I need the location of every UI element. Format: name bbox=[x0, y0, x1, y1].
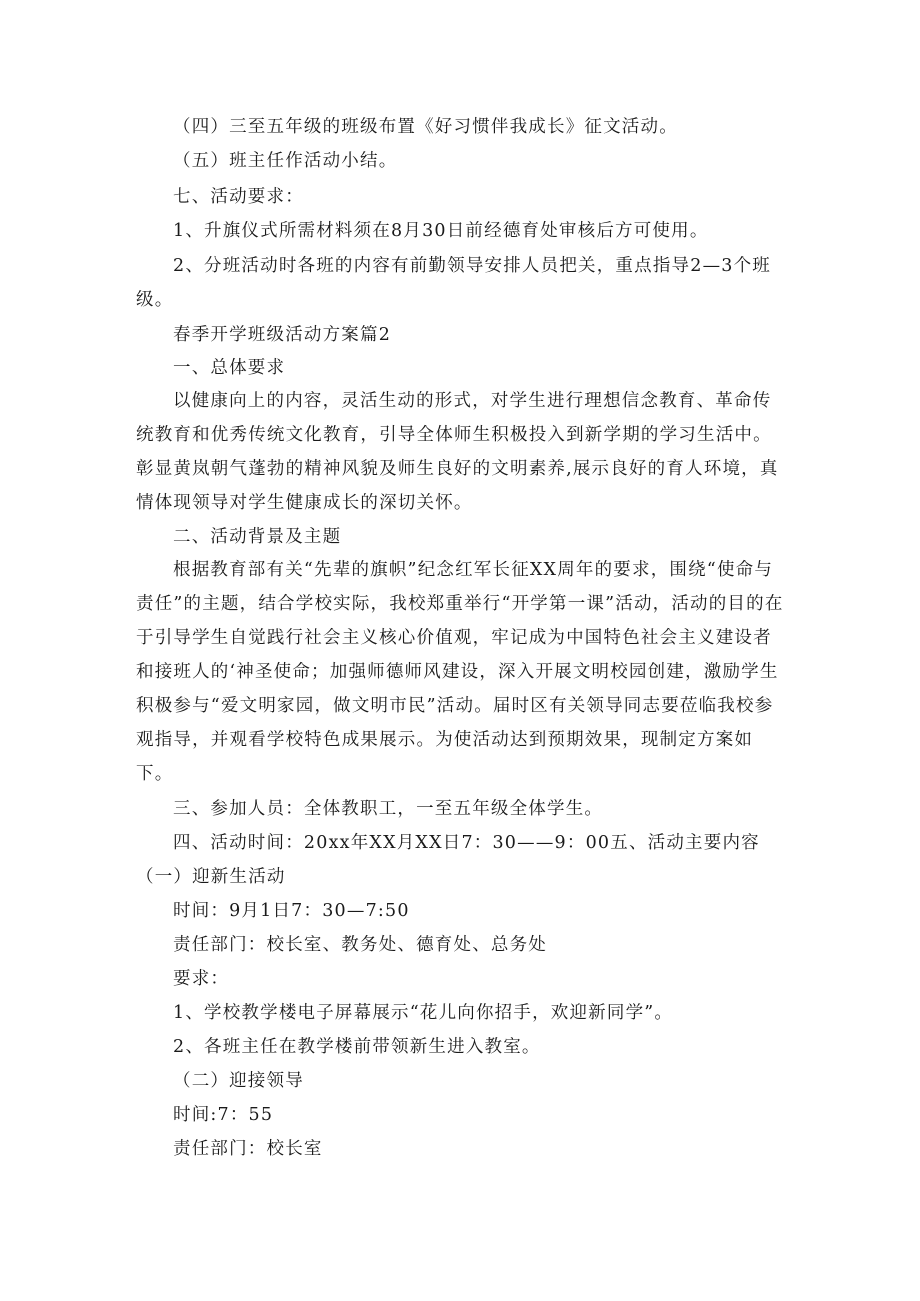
paragraph-requirement-1: 1、升旗仪式所需材料须在8月30日前经德育处审核后方可使用。 bbox=[173, 221, 709, 241]
section-heading-greet-leaders: （二）迎接领导 bbox=[173, 1071, 304, 1091]
paragraph-welcome-requirement-1: 1、学校教学楼电子屏幕展示“花儿向你招手，欢迎新同学”。 bbox=[173, 1003, 674, 1023]
section-title-plan-2: 春季开学班级活动方案篇2 bbox=[173, 325, 392, 345]
paragraph-item-four: （四）三至五年级的班级布置《好习惯伴我成长》征文活动。 bbox=[173, 117, 678, 137]
paragraph-welcome-department: 责任部门：校长室、教务处、德育处、总务处 bbox=[173, 935, 547, 955]
paragraph-welcome-requirement-2: 2、各班主任在教学楼前带领新生进入教室。 bbox=[173, 1037, 541, 1057]
paragraph-greet-department: 责任部门：校长室 bbox=[173, 1139, 323, 1159]
paragraph-background-body: 根据教育部有关“先辈的旗帜”纪念红军长征XX周年的要求，围绕“使命与责任”的主题，结合学校实际，我校郑重举行“开学第一课”活动，活动的目的在于引导学生自觉践行社会主义核心价值观，牢记成为中国特色社会主义建设者和接班人的‘神圣使命；加强师德师风建设，深入开展文明校园创建，激励学生积极参与“爱文明家园，做文明市民”活动。届时区有关领导同志要莅临我校参观指导，并观看学校特色成果展示。为使活动达到预期效果，现制定方案如下。 bbox=[136, 560, 784, 784]
paragraph-activity-time: 四、活动时间：20xx年XX月XX日7：30——9：00五、活动主要内容（一）迎新生活动 bbox=[136, 833, 760, 887]
paragraph-welcome-requirements-label: 要求： bbox=[173, 969, 230, 989]
paragraph-overall-body: 以健康向上的内容，灵活生动的形式，对学生进行理想信念教育、革命传统教育和优秀传统文化教育，引导全体师生积极投入到新学期的学习生活中。彰显黄岚朝气蓬勃的精神风貌及师生良好的文明素养,展示良好的育人环境，真情体现领导对学生健康成长的深切关怀。 bbox=[136, 391, 779, 513]
paragraph-participants: 三、参加人员：全体教职工，一至五年级全体学生。 bbox=[173, 799, 604, 819]
section-heading-requirements: 七、活动要求： bbox=[173, 187, 304, 207]
paragraph-welcome-time: 时间：9月1日7：30—7:50 bbox=[173, 901, 410, 921]
section-heading-overall: 一、总体要求 bbox=[173, 358, 286, 378]
section-heading-background: 二、活动背景及主题 bbox=[173, 527, 342, 547]
paragraph-requirement-2: 2、分班活动时各班的内容有前勤领导安排人员把关，重点指导2—3个班级。 bbox=[136, 256, 771, 310]
paragraph-item-five: （五）班主任作活动小结。 bbox=[173, 151, 398, 171]
paragraph-greet-time: 时间:7：55 bbox=[173, 1105, 274, 1125]
